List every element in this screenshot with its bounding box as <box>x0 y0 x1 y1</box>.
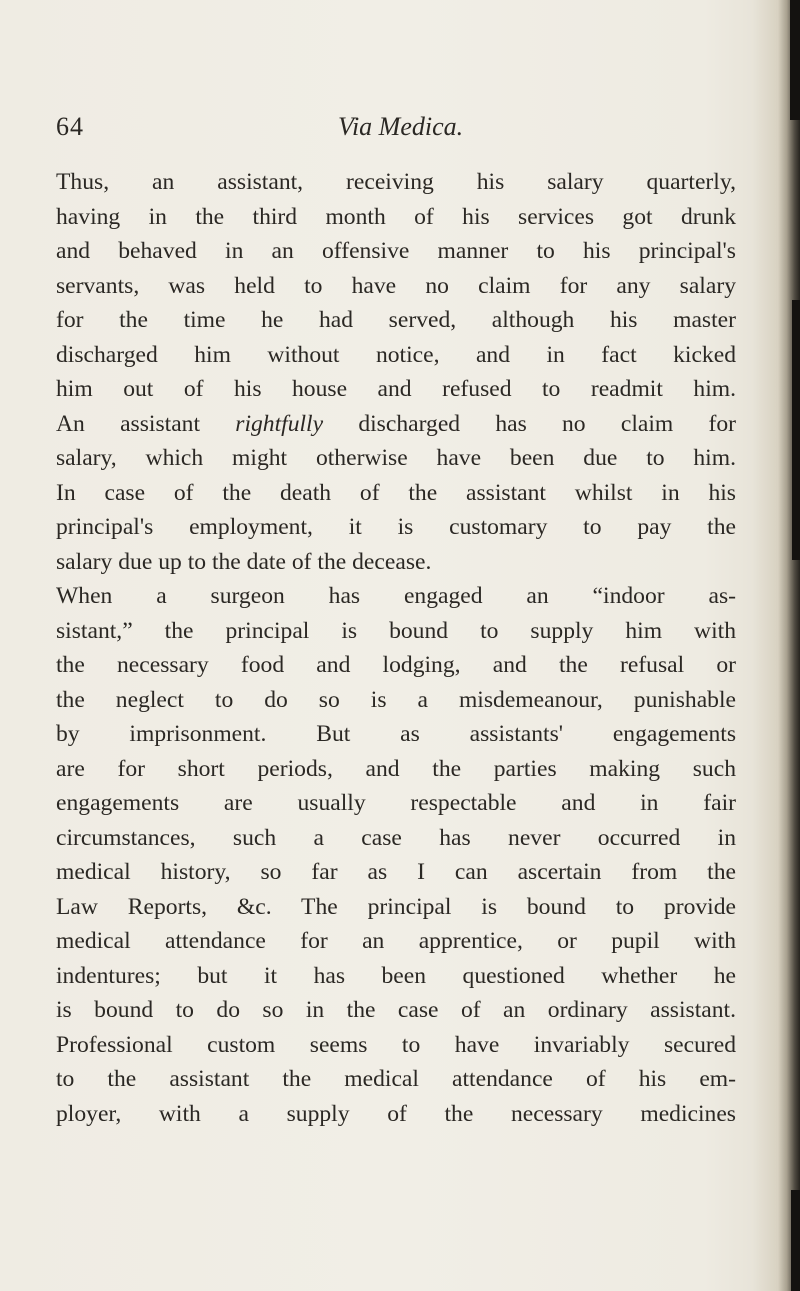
page-edge-shadow <box>778 0 800 1291</box>
text-line: is bound to do so in the case of an ordinary assistant. <box>56 997 736 1023</box>
page-number: 64 <box>56 112 84 141</box>
text-line: the neglect to do so is a misdemeanour, punishable <box>56 686 736 713</box>
text-line: are for short periods, and the parties making such <box>56 755 736 782</box>
text-span: An assistant <box>56 410 236 437</box>
text-line: and behaved in an offensive manner to his principal's <box>56 238 736 264</box>
text-line: servants, was held to have no claim for any salary <box>56 272 736 299</box>
text-line: salary due up to the date of the decease. <box>56 548 432 575</box>
text-line: ployer, with a supply of the necessary medicines <box>56 1100 736 1127</box>
text-line: engagements are usually respectable and in fair <box>56 790 736 816</box>
text-line: by imprisonment. But as assistants' engagements <box>56 721 736 747</box>
text-line: principal's employment, it is customary to pay the <box>56 514 736 540</box>
running-title: Via Medica. <box>338 112 464 141</box>
page-edge-dark-strip <box>791 1190 800 1291</box>
text-line <box>56 407 736 442</box>
body-text <box>56 165 736 1131</box>
text-line: sistant,” the principal is bound to supply him with <box>56 617 736 644</box>
page-header <box>0 112 800 146</box>
page-edge-dark-strip <box>792 300 800 560</box>
text-line: to the assistant the medical attendance of his em- <box>56 1066 736 1092</box>
text-line: Thus, an assistant, receiving his salary quarterly, <box>56 169 736 195</box>
text-line: Professional custom seems to have invariably secured <box>56 1031 736 1058</box>
text-line: salary, which might otherwise have been due to him. <box>56 445 736 471</box>
text-line: the necessary food and lodging, and the refusal or <box>56 652 736 678</box>
text-span: discharged has no claim for <box>323 410 736 437</box>
page-edge-dark-strip <box>790 0 800 120</box>
text-line: having in the third month of his services got drunk <box>56 203 736 230</box>
text-line: When a surgeon has engaged an “indoor as- <box>56 583 736 609</box>
text-line: for the time he had served, although his master <box>56 307 736 333</box>
text-line: medical attendance for an apprentice, or pupil with <box>56 928 736 954</box>
text-line: medical history, so far as I can ascertain from the <box>56 859 736 885</box>
text-line: In case of the death of the assistant whilst in his <box>56 479 736 506</box>
italic-word: rightfully <box>235 410 324 437</box>
text-line: discharged him without notice, and in fact kicked <box>56 341 736 368</box>
text-line: Law Reports, &c. The principal is bound to provide <box>56 893 736 920</box>
text-line: him out of his house and refused to readmit him. <box>56 376 736 402</box>
text-line: indentures; but it has been questioned whether he <box>56 962 736 989</box>
text-line: circumstances, such a case has never occurred in <box>56 824 736 851</box>
